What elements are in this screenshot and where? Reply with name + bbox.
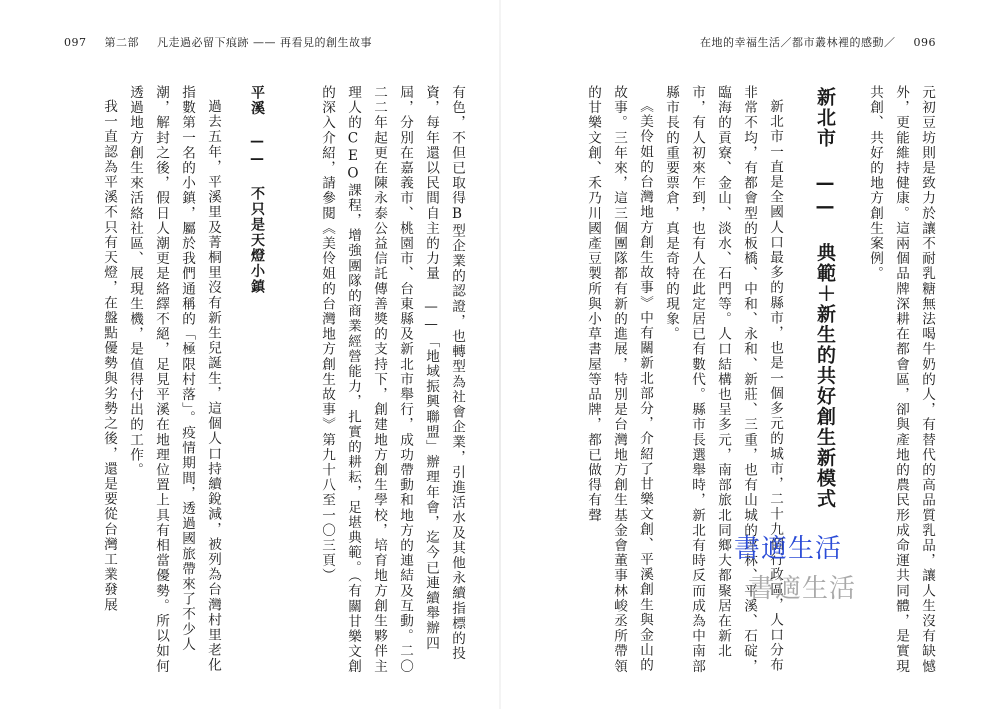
left-running-header <box>64 34 386 50</box>
watermark-text-gray: 書適生活 <box>748 574 857 604</box>
right-header-title: 在地的幸福生活／都市叢林裡的感動／ <box>700 36 896 49</box>
body-paragraph: 我一直認為平溪不只有天燈，在盤點優勢與劣勢之後，還是要從台灣工業發展 <box>101 98 117 612</box>
body-paragraph: 新北市一直是全國人口最多的縣市，也是一個多元的城市，二十九個行政區，人口分布非常不均，有都會型的板橋、中和、永和、新莊、三重，也有山城的坪林、平溪、石碇，臨海的貢寮、金山、淡水、石門等。人口結構也呈多元，南部旅北同鄉大都聚居在新北市，有人初來乍到，也有人在此定居已有數代。縣市長選舉時，新北有時反而成為中南部縣市長的重要票倉，真是奇特的現象。 <box>663 85 783 674</box>
left-part-label: 第二部 <box>104 36 139 49</box>
right-running-header <box>686 34 936 50</box>
right-page-body <box>585 85 940 675</box>
continued-paragraph: 有色，不但已取得B型企業的認證，也轉型為社會企業，引進活水及其他永續指標的投資，每年還以民間自主的力量 ——「地域振興聯盟」辦理年會，迄今已連續舉辦四屆，分別在嘉義市、桃園市、台東縣及新北市舉行，成功帶動和地方的連結及互動。二〇二二年起更在陳永泰公益信託傳善獎的支持下，創建地方創生學校，培育地方創生夥伴主理人的CEO課程，增強團隊的商業經營能力，扎實的耕耘，足堪典範。（有關甘樂文創的深入介紹，請參閱《美伶姐的台灣地方創生故事》第九十八至一〇三頁） <box>319 85 465 675</box>
body-paragraph: 《美伶姐的台灣地方創生故事》中有關新北部分，介紹了甘樂文創、平溪創生與金山的故事。三年來，這三個團隊都有新的進展，特別是台灣地方創生基金會董事林峻丞所帶領的甘樂文創、禾乃川國產豆製所與小草書屋等品牌，都已做得有聲 <box>585 85 653 674</box>
left-header-title: 凡走過必留下痕跡 —— 再看見的創生故事 <box>157 36 372 49</box>
paragraph-spacer <box>288 85 314 675</box>
book-gutter <box>499 0 501 709</box>
body-paragraph: 過去五年，平溪里及菁桐里沒有新生兒誕生，這個人口持續銳減，被列為台灣村里老化指數第一名的小鎮，屬於我們通稱的「極限村落」。疫情期間，透過國旅帶來了不少人潮，解封之後，假日人潮更是絡繹不絕，足見平溪在地理位置上具有相當優勢。所以如何透過地方創生來活絡社區、展現生機，是值得付出的工作。 <box>127 85 221 674</box>
watermark-text-blue: 書適生活 <box>734 534 843 564</box>
intro-paragraph: 元初豆坊則是致力於讓不耐乳糖無法喝牛奶的人，有替代的高品質乳品，讓人生沒有缺憾外，更能維持健康。這兩個品牌深耕在都會區，卻與產地的農民形成命運共同體，是實現共創、共好的地方創生案例。 <box>867 85 935 674</box>
section-heading: 新北市 —— 典範＋新生的共好創生新模式 <box>814 87 836 509</box>
left-page-number: 097 <box>64 36 87 49</box>
subsection-heading: 平溪 —— 不只是天燈小鎮 <box>249 85 265 295</box>
left-page-body <box>60 85 470 675</box>
right-page-number: 096 <box>913 36 936 49</box>
